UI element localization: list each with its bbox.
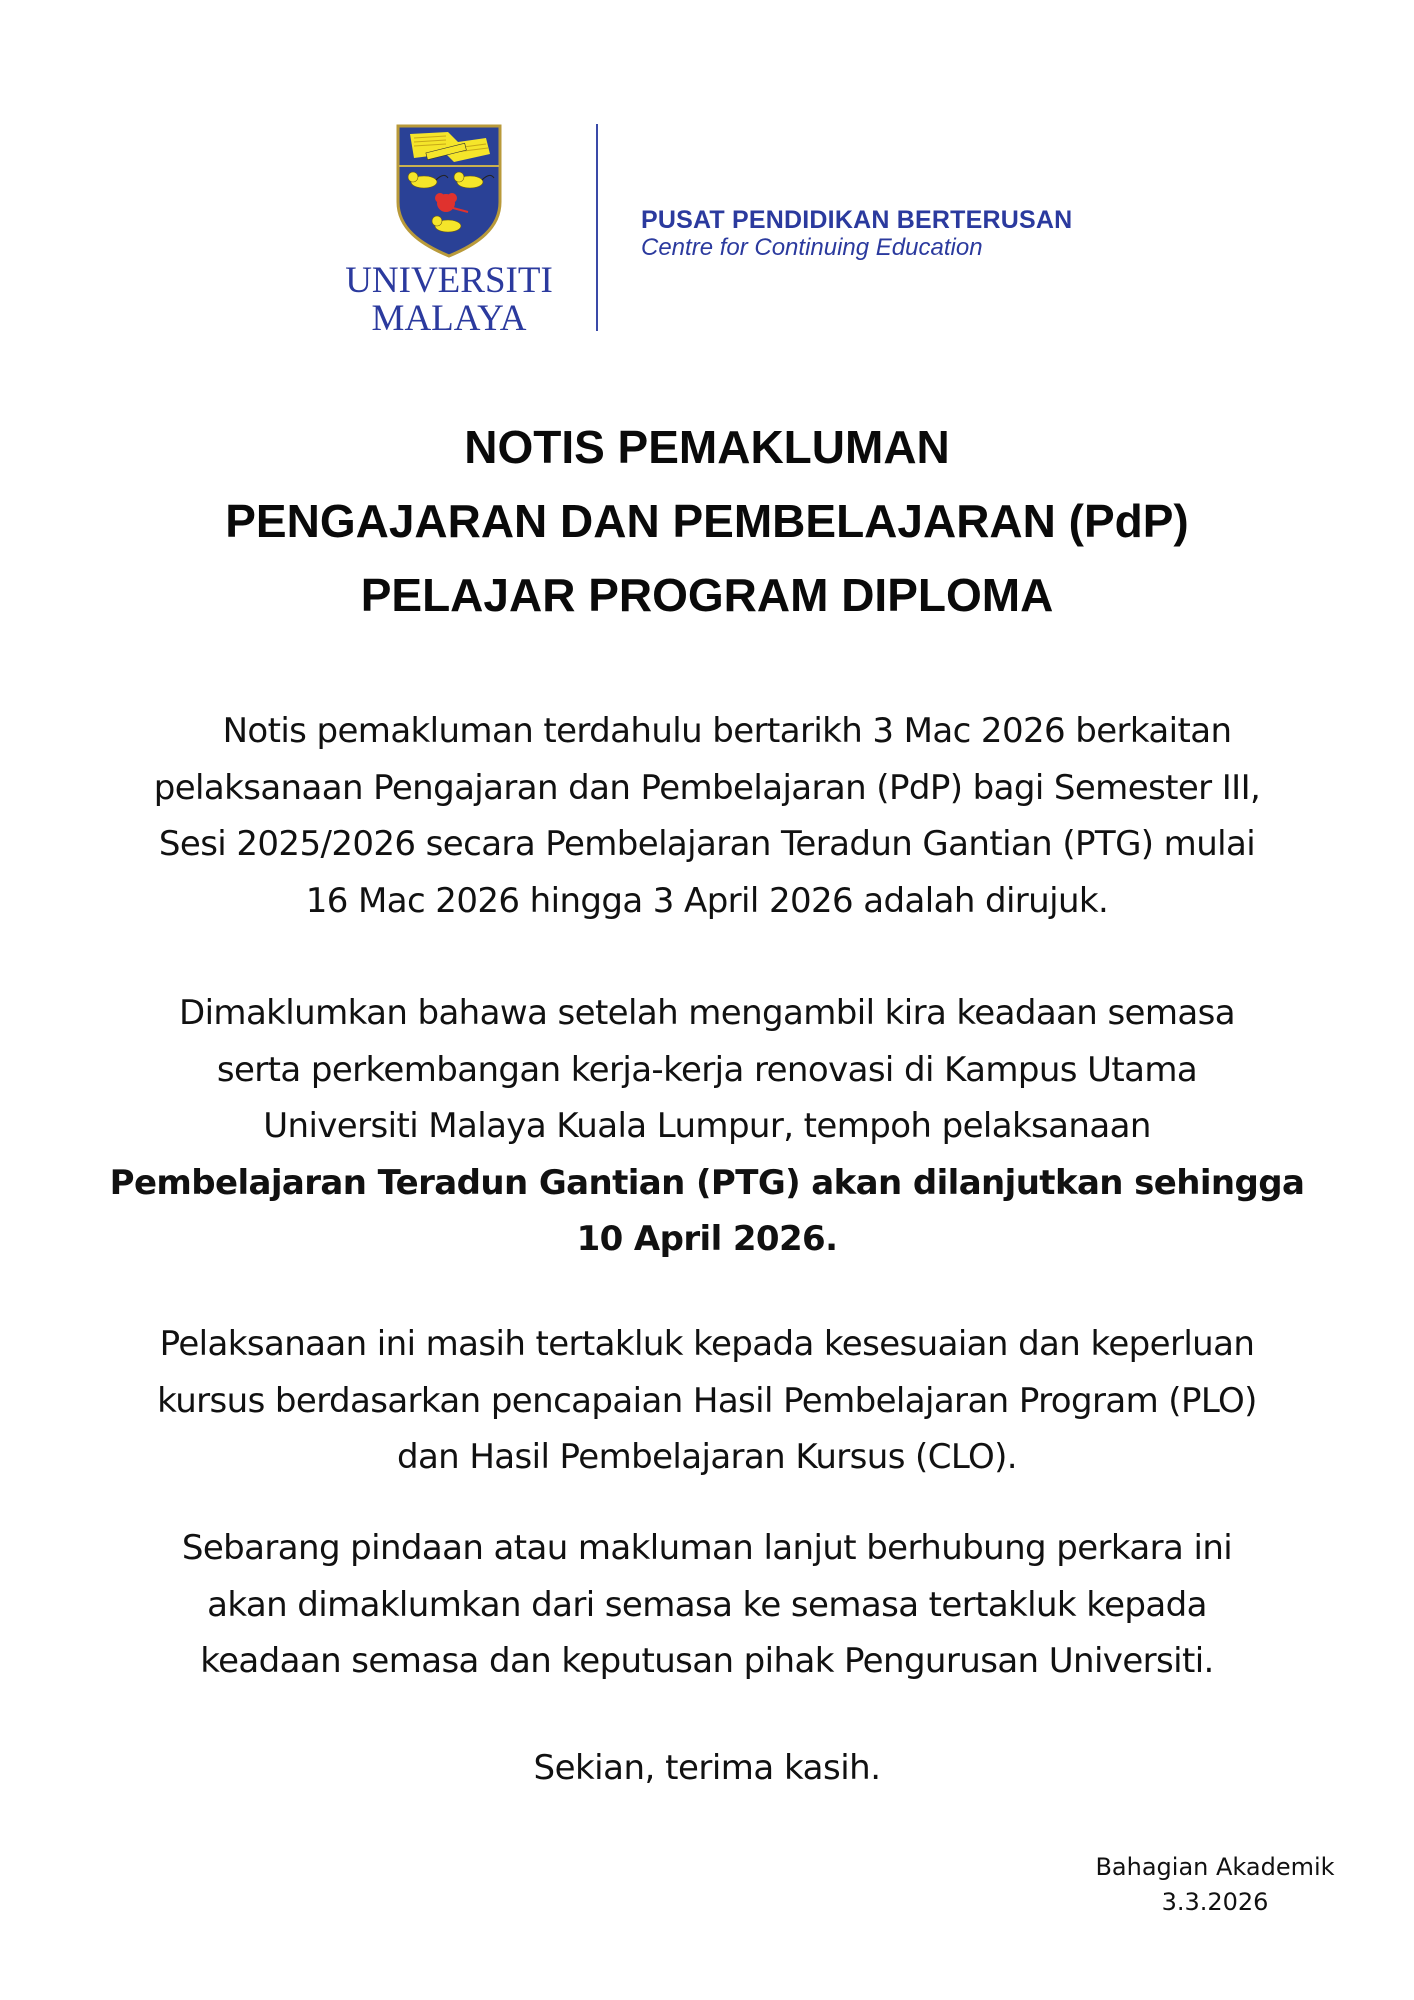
text-line: kursus berdasarkan pencapaian Hasil Pembelajaran Program (PLO) [157,1380,1257,1421]
signature-date: 3.3.2026 [1161,1888,1269,1916]
header-divider [596,124,598,331]
university-crest-icon [396,124,502,258]
wordmark-line-2: MALAYA [371,298,527,339]
paragraph-conditions [70,1316,1344,1486]
department-name-english: Centre for Continuing Education [641,234,983,261]
title-line-1: NOTIS PEMAKLUMAN [464,421,950,473]
wordmark-line-1: UNIVERSITI [345,260,553,301]
paragraph-previous-notice [70,703,1344,929]
department-name: PUSAT PENDIDIKAN BERTERUSAN [641,206,1073,234]
text-line: Universiti Malaya Kuala Lumpur, tempoh pelaksanaan [263,1106,1151,1146]
highlight-text-line: 10 April 2026. [576,1219,838,1259]
letterhead [0,0,1414,340]
title-line-3: PELAJAR PROGRAM DIPLOMA [360,569,1054,621]
text-line: akan dimaklumkan dari semasa ke semasa tertakluk kepada [207,1584,1207,1625]
notice-title [0,410,1414,632]
university-wordmark [338,262,560,338]
text-line: Dimaklumkan bahawa setelah mengambil kira keadaan semasa [179,993,1235,1033]
signature-department: Bahagian Akademik [1095,1853,1335,1881]
signature-block [1070,1850,1360,1920]
text-line: Notis pemakluman terdahulu bertarikh 3 Mac 2026 berkaitan [222,711,1232,751]
paragraph-amendments [70,1520,1344,1690]
closing-remark: Sekian, terima kasih. [533,1748,881,1788]
text-line: Pelaksanaan ini masih tertakluk kepada kesesuaian dan keperluan [159,1324,1255,1364]
text-line: keadaan semasa dan keputusan pihak Pengurusan Universiti. [200,1641,1214,1681]
text-line: 16 Mac 2026 hingga 3 April 2026 adalah dirujuk. [305,880,1109,921]
text-line: serta perkembangan kerja-kerja renovasi di Kampus Utama [216,1049,1198,1090]
title-line-2: PENGAJARAN DAN PEMBELAJARAN (PdP) [225,495,1189,547]
text-line: dan Hasil Pembelajaran Kursus (CLO). [396,1437,1018,1477]
text-line: Sebarang pindaan atau makluman lanjut berhubung perkara ini [181,1528,1233,1568]
text-line: pelaksanaan Pengajaran dan Pembelajaran (PdP) bagi Semester III, [153,767,1261,808]
text-line: Sesi 2025/2026 secara Pembelajaran Teradun Gantian (PTG) mulai [158,824,1256,864]
highlight-text-line: Pembelajaran Teradun Gantian (PTG) akan dilanjutkan sehingga [109,1162,1305,1203]
paragraph-extension [70,985,1344,1268]
